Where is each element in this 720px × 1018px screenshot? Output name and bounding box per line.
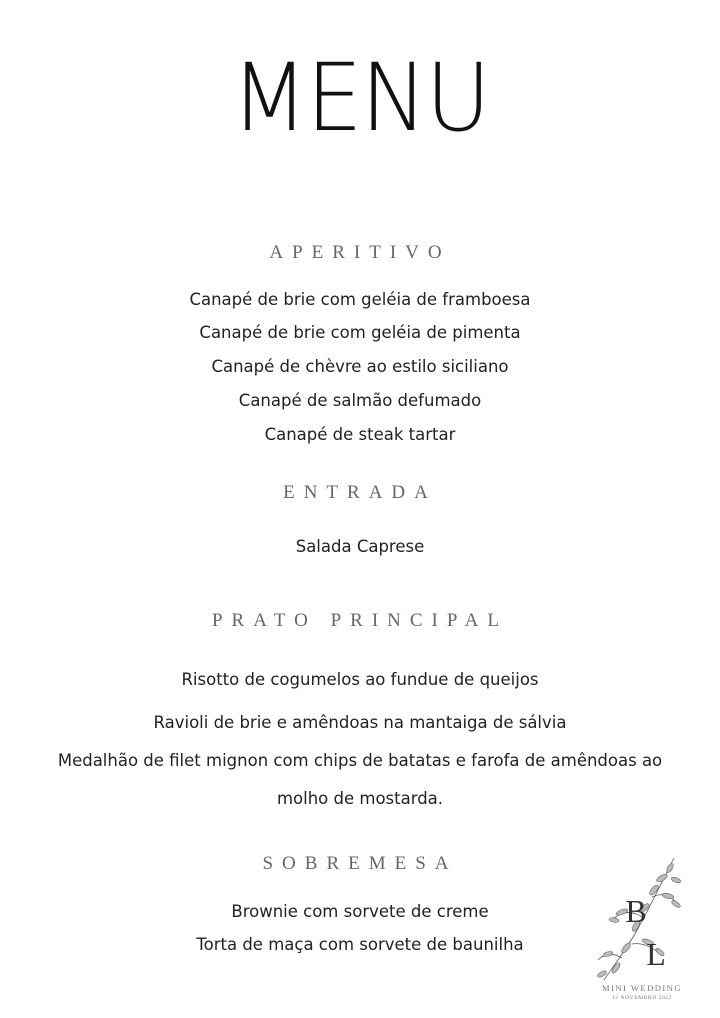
logo-date: 12 NOVEMBRO 2022 [611, 995, 673, 1001]
floral-monogram-logo [592, 852, 692, 1002]
menu-item: Canapé de brie com geléia de pimenta [199, 323, 521, 342]
monogram-letter-l: L [646, 936, 666, 972]
menu-item: Canapé de salmão defumado [238, 391, 482, 410]
menu-item: Canapé de brie com geléia de framboesa [189, 290, 531, 309]
menu-item: Risotto de cogumelos ao fundue de queijos [181, 670, 539, 689]
menu-item: Canapé de chèvre ao estilo siciliano [211, 357, 509, 376]
section-heading-aperitivo: APERITIVO [269, 242, 451, 263]
menu-title: MENU [230, 44, 490, 153]
menu-item: Canapé de steak tartar [264, 425, 456, 444]
menu-item: Medalhão de filet mignon com chips de batatas e farofa de amêndoas ao molho de mostarda. [57, 751, 663, 808]
menu-item: Ravioli de brie e amêndoas na mantaiga de sálvia [153, 713, 567, 732]
monogram-letter-b: B [625, 893, 647, 929]
logo-caption: MINI WEDDING [602, 983, 682, 993]
section-heading-prato-principal: PRATO PRINCIPAL [211, 610, 509, 631]
section-heading-sobremesa: SOBREMESA [262, 853, 458, 874]
menu-item: Brownie com sorvete de creme [231, 902, 489, 921]
menu-item: Torta de maça com sorvete de baunilha [196, 935, 524, 954]
section-heading-entrada: ENTRADA [283, 482, 437, 503]
menu-item: Salada Caprese [295, 537, 425, 556]
